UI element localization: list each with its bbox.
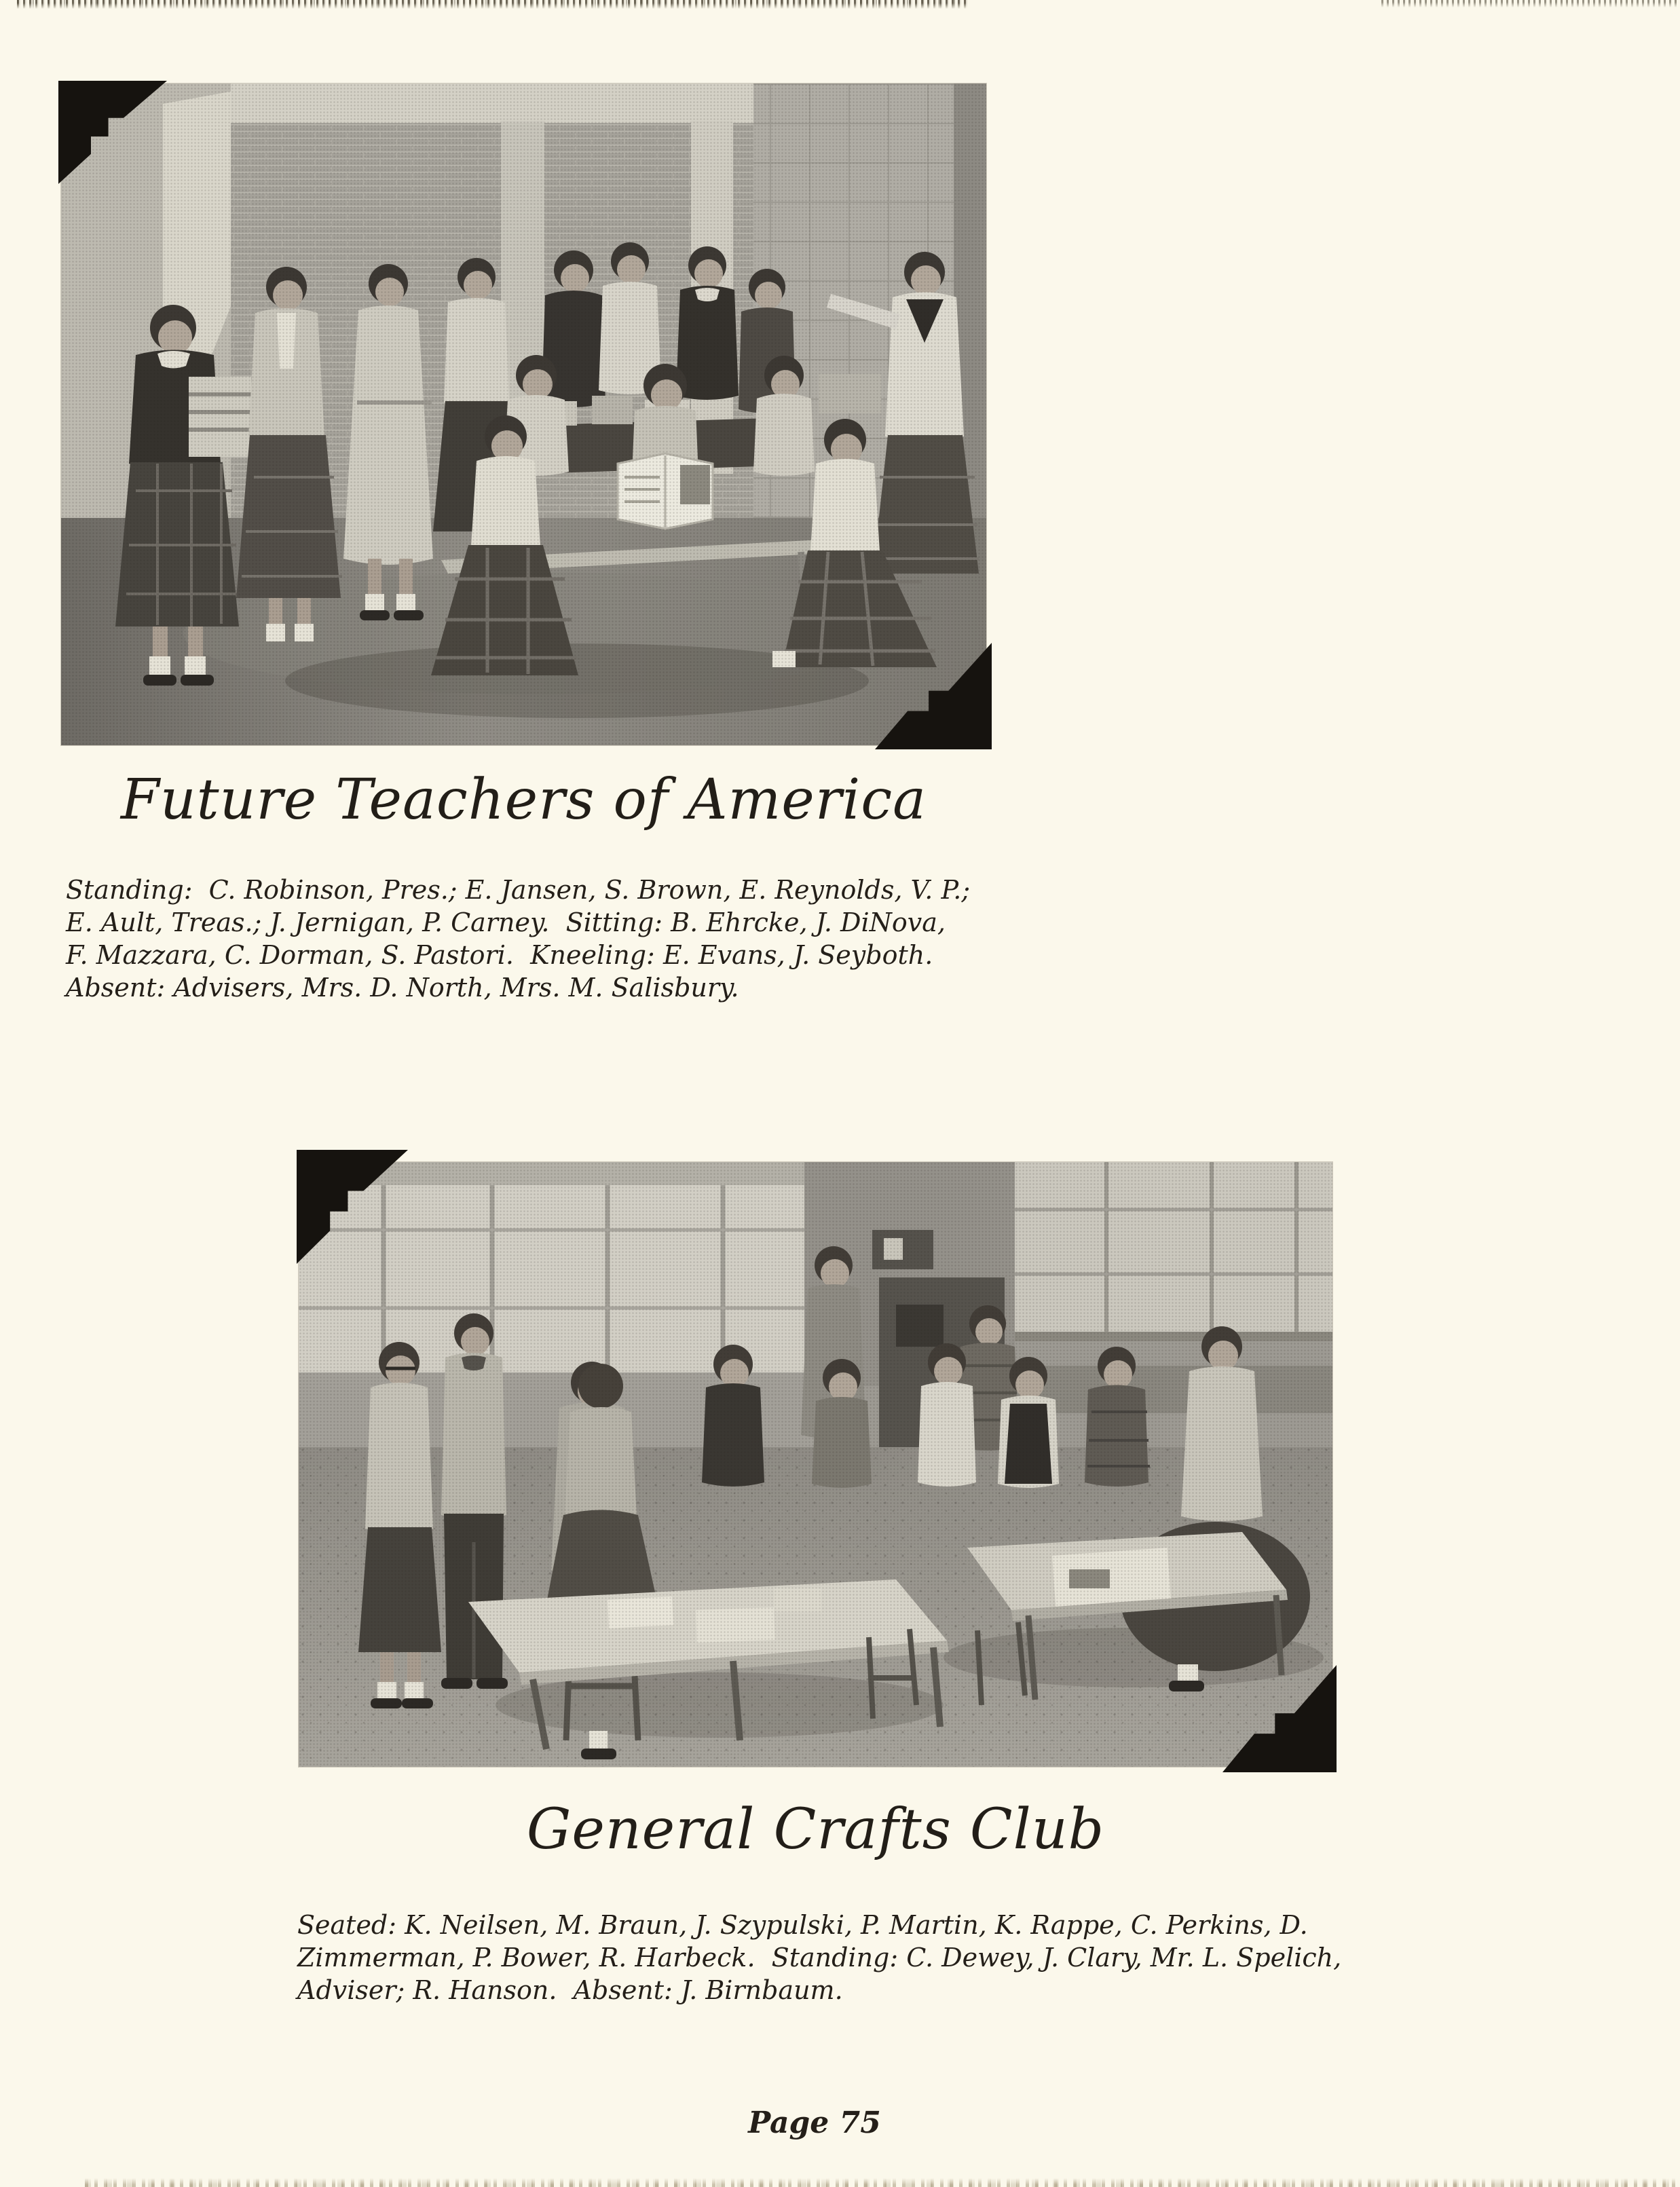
scan-artifact-top-left bbox=[17, 0, 967, 9]
general-crafts-photo bbox=[299, 1162, 1332, 1767]
caption-line: E. Ault, Treas.; J. Jernigan, P. Carney. Sitting: B. Ehrcke, J. DiNova, bbox=[66, 908, 946, 937]
scan-artifact-top-right bbox=[1381, 0, 1680, 7]
page-number: Page 75 bbox=[748, 2106, 881, 2140]
future-teachers-caption bbox=[66, 874, 1057, 1004]
general-crafts-photo-illustration bbox=[299, 1162, 1332, 1767]
future-teachers-photo-illustration bbox=[61, 83, 986, 745]
club-title-future-teachers: Future Teachers of America bbox=[120, 768, 927, 832]
caption-line: F. Mazzara, C. Dorman, S. Pastori. Kneeling: E. Evans, J. Seyboth. bbox=[66, 940, 933, 970]
future-teachers-photo bbox=[61, 83, 986, 745]
caption-line: Seated: K. Neilsen, M. Braun, J. Szypulski, P. Martin, K. Rappe, C. Perkins, D. bbox=[297, 1910, 1308, 1940]
club-title-general-crafts: General Crafts Club bbox=[526, 1797, 1105, 1862]
caption-line: Absent: Advisers, Mrs. D. North, Mrs. M. Salisbury. bbox=[66, 973, 739, 1003]
caption-line: Standing: C. Robinson, Pres.; E. Jansen, S. Brown, E. Reynolds, V. P.; bbox=[66, 875, 971, 905]
caption-line: Zimmerman, P. Bower, R. Harbeck. Standing: C. Dewey, J. Clary, Mr. L. Spelich, bbox=[297, 1943, 1342, 1973]
general-crafts-caption bbox=[297, 1909, 1370, 2006]
scan-artifact-bottom bbox=[85, 2178, 1680, 2187]
caption-line: Adviser; R. Hanson. Absent: J. Birnbaum. bbox=[297, 1975, 843, 2005]
